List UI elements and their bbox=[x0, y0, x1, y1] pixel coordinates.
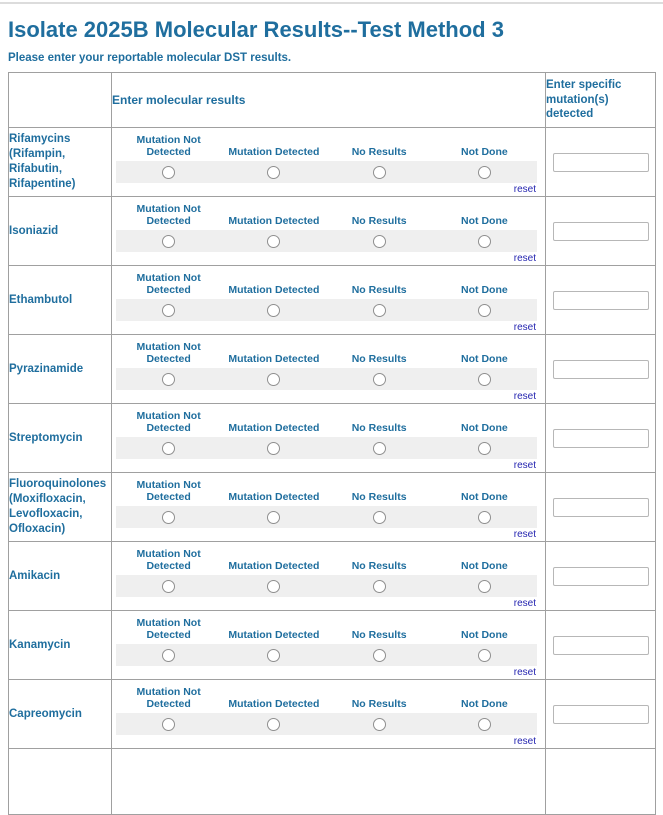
drug-label: Pyrazinamide bbox=[9, 362, 84, 375]
option-label-mutation-detected: Mutation Detected bbox=[228, 353, 320, 366]
empty-cell bbox=[112, 749, 546, 815]
mutation-input[interactable] bbox=[553, 360, 649, 379]
radio-mutation-not-detected[interactable] bbox=[162, 235, 175, 248]
radio-not-done[interactable] bbox=[478, 580, 491, 593]
header-molecular-results: Enter molecular results bbox=[112, 73, 546, 128]
option-label-mutation-not-detected: Mutation Not Detected bbox=[136, 271, 201, 297]
reset-link[interactable]: reset bbox=[513, 736, 536, 747]
radio-strip bbox=[116, 368, 537, 390]
drug-label: Amikacin bbox=[9, 569, 61, 582]
radio-mutation-detected[interactable] bbox=[267, 718, 280, 731]
option-label-no-results: No Results bbox=[351, 560, 407, 573]
reset-row bbox=[116, 459, 537, 472]
drug-label: Fluoroquinolones (Moxifloxacin, Levofloxacin, Ofloxacin) bbox=[9, 478, 107, 535]
molecular-result-options bbox=[116, 128, 537, 196]
table-row bbox=[9, 197, 656, 266]
radio-no-results[interactable] bbox=[373, 304, 386, 317]
reset-link[interactable]: reset bbox=[513, 460, 536, 471]
radio-no-results[interactable] bbox=[373, 442, 386, 455]
molecular-result-options bbox=[116, 680, 537, 748]
option-label-mutation-not-detected: Mutation Not Detected bbox=[136, 202, 201, 228]
radio-mutation-detected[interactable] bbox=[267, 580, 280, 593]
option-label-mutation-not-detected: Mutation Not Detected bbox=[136, 133, 201, 159]
reset-link[interactable]: reset bbox=[513, 598, 536, 609]
molecular-result-options bbox=[116, 197, 537, 265]
table-row bbox=[9, 128, 656, 197]
mutation-input[interactable] bbox=[553, 429, 649, 448]
radio-mutation-detected[interactable] bbox=[267, 373, 280, 386]
option-label-no-results: No Results bbox=[351, 491, 407, 504]
reset-row bbox=[116, 183, 537, 196]
radio-not-done[interactable] bbox=[478, 442, 491, 455]
radio-mutation-not-detected[interactable] bbox=[162, 580, 175, 593]
reset-link[interactable]: reset bbox=[513, 253, 536, 264]
option-label-no-results: No Results bbox=[351, 353, 407, 366]
table-row bbox=[9, 266, 656, 335]
drug-label: Capreomycin bbox=[9, 707, 82, 720]
radio-not-done[interactable] bbox=[478, 511, 491, 524]
option-label-not-done: Not Done bbox=[461, 422, 508, 435]
radio-not-done[interactable] bbox=[478, 235, 491, 248]
reset-link[interactable]: reset bbox=[513, 322, 536, 333]
molecular-result-options bbox=[116, 542, 537, 610]
radio-no-results[interactable] bbox=[373, 373, 386, 386]
instructions-text: Please enter your reportable molecular DST results. bbox=[8, 52, 292, 64]
option-label-mutation-detected: Mutation Detected bbox=[228, 560, 320, 573]
option-label-no-results: No Results bbox=[351, 284, 407, 297]
drug-label: Streptomycin bbox=[9, 431, 83, 444]
radio-mutation-not-detected[interactable] bbox=[162, 649, 175, 662]
option-labels-row bbox=[116, 404, 537, 437]
option-label-mutation-not-detected: Mutation Not Detected bbox=[136, 340, 201, 366]
option-label-no-results: No Results bbox=[351, 422, 407, 435]
radio-mutation-not-detected[interactable] bbox=[162, 373, 175, 386]
option-label-mutation-detected: Mutation Detected bbox=[228, 146, 320, 159]
reset-row bbox=[116, 390, 537, 403]
option-labels-row bbox=[116, 266, 537, 299]
table-row bbox=[9, 542, 656, 611]
molecular-result-options bbox=[116, 473, 537, 541]
option-label-not-done: Not Done bbox=[461, 698, 508, 711]
radio-strip bbox=[116, 299, 537, 321]
header-specific-mutations: Enter specific mutation(s) detected bbox=[546, 73, 656, 128]
reset-row bbox=[116, 252, 537, 265]
radio-mutation-not-detected[interactable] bbox=[162, 304, 175, 317]
option-labels-row bbox=[116, 611, 537, 644]
radio-not-done[interactable] bbox=[478, 649, 491, 662]
option-label-not-done: Not Done bbox=[461, 284, 508, 297]
option-label-mutation-not-detected: Mutation Not Detected bbox=[136, 547, 201, 573]
option-label-not-done: Not Done bbox=[461, 491, 508, 504]
radio-strip bbox=[116, 644, 537, 666]
radio-no-results[interactable] bbox=[373, 511, 386, 524]
radio-mutation-not-detected[interactable] bbox=[162, 511, 175, 524]
reset-link[interactable]: reset bbox=[513, 184, 536, 195]
molecular-result-options bbox=[116, 335, 537, 403]
molecular-results-table bbox=[8, 72, 656, 815]
option-label-mutation-not-detected: Mutation Not Detected bbox=[136, 409, 201, 435]
molecular-result-options bbox=[116, 404, 537, 472]
option-label-mutation-detected: Mutation Detected bbox=[228, 491, 320, 504]
radio-not-done[interactable] bbox=[478, 166, 491, 179]
table-row bbox=[9, 335, 656, 404]
option-label-no-results: No Results bbox=[351, 215, 407, 228]
empty-cell bbox=[9, 749, 112, 815]
empty-cell bbox=[546, 749, 656, 815]
radio-no-results[interactable] bbox=[373, 235, 386, 248]
option-label-not-done: Not Done bbox=[461, 146, 508, 159]
reset-row bbox=[116, 321, 537, 334]
option-labels-row bbox=[116, 680, 537, 713]
radio-no-results[interactable] bbox=[373, 580, 386, 593]
radio-strip bbox=[116, 506, 537, 528]
option-labels-row bbox=[116, 128, 537, 161]
option-label-no-results: No Results bbox=[351, 629, 407, 642]
table-row bbox=[9, 680, 656, 749]
radio-mutation-detected[interactable] bbox=[267, 442, 280, 455]
radio-strip bbox=[116, 713, 537, 735]
molecular-result-options bbox=[116, 266, 537, 334]
page-top-divider bbox=[0, 2, 663, 4]
drug-label: Kanamycin bbox=[9, 638, 71, 651]
mutation-input[interactable] bbox=[553, 291, 649, 310]
mutation-input[interactable] bbox=[553, 498, 649, 517]
option-label-not-done: Not Done bbox=[461, 353, 508, 366]
radio-not-done[interactable] bbox=[478, 373, 491, 386]
radio-mutation-not-detected[interactable] bbox=[162, 166, 175, 179]
radio-mutation-detected[interactable] bbox=[267, 304, 280, 317]
mutation-input[interactable] bbox=[553, 636, 649, 655]
mutation-input[interactable] bbox=[553, 705, 649, 724]
radio-strip bbox=[116, 161, 537, 183]
option-label-mutation-detected: Mutation Detected bbox=[228, 284, 320, 297]
radio-mutation-not-detected[interactable] bbox=[162, 718, 175, 731]
option-label-mutation-not-detected: Mutation Not Detected bbox=[136, 616, 201, 642]
option-label-mutation-detected: Mutation Detected bbox=[228, 698, 320, 711]
option-label-not-done: Not Done bbox=[461, 560, 508, 573]
reset-link[interactable]: reset bbox=[513, 529, 536, 540]
option-labels-row bbox=[116, 473, 537, 506]
mutation-input[interactable] bbox=[553, 153, 649, 172]
drug-label: Rifamycins (Rifampin, Rifabutin, Rifapentine) bbox=[9, 133, 76, 190]
option-label-mutation-not-detected: Mutation Not Detected bbox=[136, 685, 201, 711]
option-label-mutation-detected: Mutation Detected bbox=[228, 422, 320, 435]
option-label-not-done: Not Done bbox=[461, 215, 508, 228]
radio-strip bbox=[116, 230, 537, 252]
reset-row bbox=[116, 666, 537, 679]
reset-row bbox=[116, 735, 537, 748]
radio-not-done[interactable] bbox=[478, 304, 491, 317]
radio-mutation-detected[interactable] bbox=[267, 166, 280, 179]
option-label-mutation-detected: Mutation Detected bbox=[228, 629, 320, 642]
option-label-mutation-not-detected: Mutation Not Detected bbox=[136, 478, 201, 504]
radio-mutation-detected[interactable] bbox=[267, 511, 280, 524]
table-row bbox=[9, 473, 656, 542]
table-row bbox=[9, 749, 656, 815]
option-label-mutation-detected: Mutation Detected bbox=[228, 215, 320, 228]
radio-not-done[interactable] bbox=[478, 718, 491, 731]
mutation-input[interactable] bbox=[553, 222, 649, 241]
reset-row bbox=[116, 597, 537, 610]
radio-strip bbox=[116, 575, 537, 597]
table-header-row bbox=[9, 73, 656, 128]
radio-no-results[interactable] bbox=[373, 649, 386, 662]
mutation-input[interactable] bbox=[553, 567, 649, 586]
radio-mutation-detected[interactable] bbox=[267, 649, 280, 662]
molecular-result-options bbox=[116, 611, 537, 679]
table-row bbox=[9, 404, 656, 473]
option-label-no-results: No Results bbox=[351, 146, 407, 159]
radio-strip bbox=[116, 437, 537, 459]
drug-label: Ethambutol bbox=[9, 293, 73, 306]
option-labels-row bbox=[116, 197, 537, 230]
page-title: Isolate 2025B Molecular Results--Test Method 3 bbox=[8, 17, 504, 42]
reset-link[interactable]: reset bbox=[513, 391, 536, 402]
radio-mutation-not-detected[interactable] bbox=[162, 442, 175, 455]
reset-row bbox=[116, 528, 537, 541]
radio-no-results[interactable] bbox=[373, 718, 386, 731]
header-drug-column bbox=[9, 73, 112, 128]
reset-link[interactable]: reset bbox=[513, 667, 536, 678]
drug-label: Isoniazid bbox=[9, 224, 59, 237]
option-label-not-done: Not Done bbox=[461, 629, 508, 642]
option-labels-row bbox=[116, 542, 537, 575]
radio-mutation-detected[interactable] bbox=[267, 235, 280, 248]
table-row bbox=[9, 611, 656, 680]
option-label-no-results: No Results bbox=[351, 698, 407, 711]
radio-no-results[interactable] bbox=[373, 166, 386, 179]
option-labels-row bbox=[116, 335, 537, 368]
